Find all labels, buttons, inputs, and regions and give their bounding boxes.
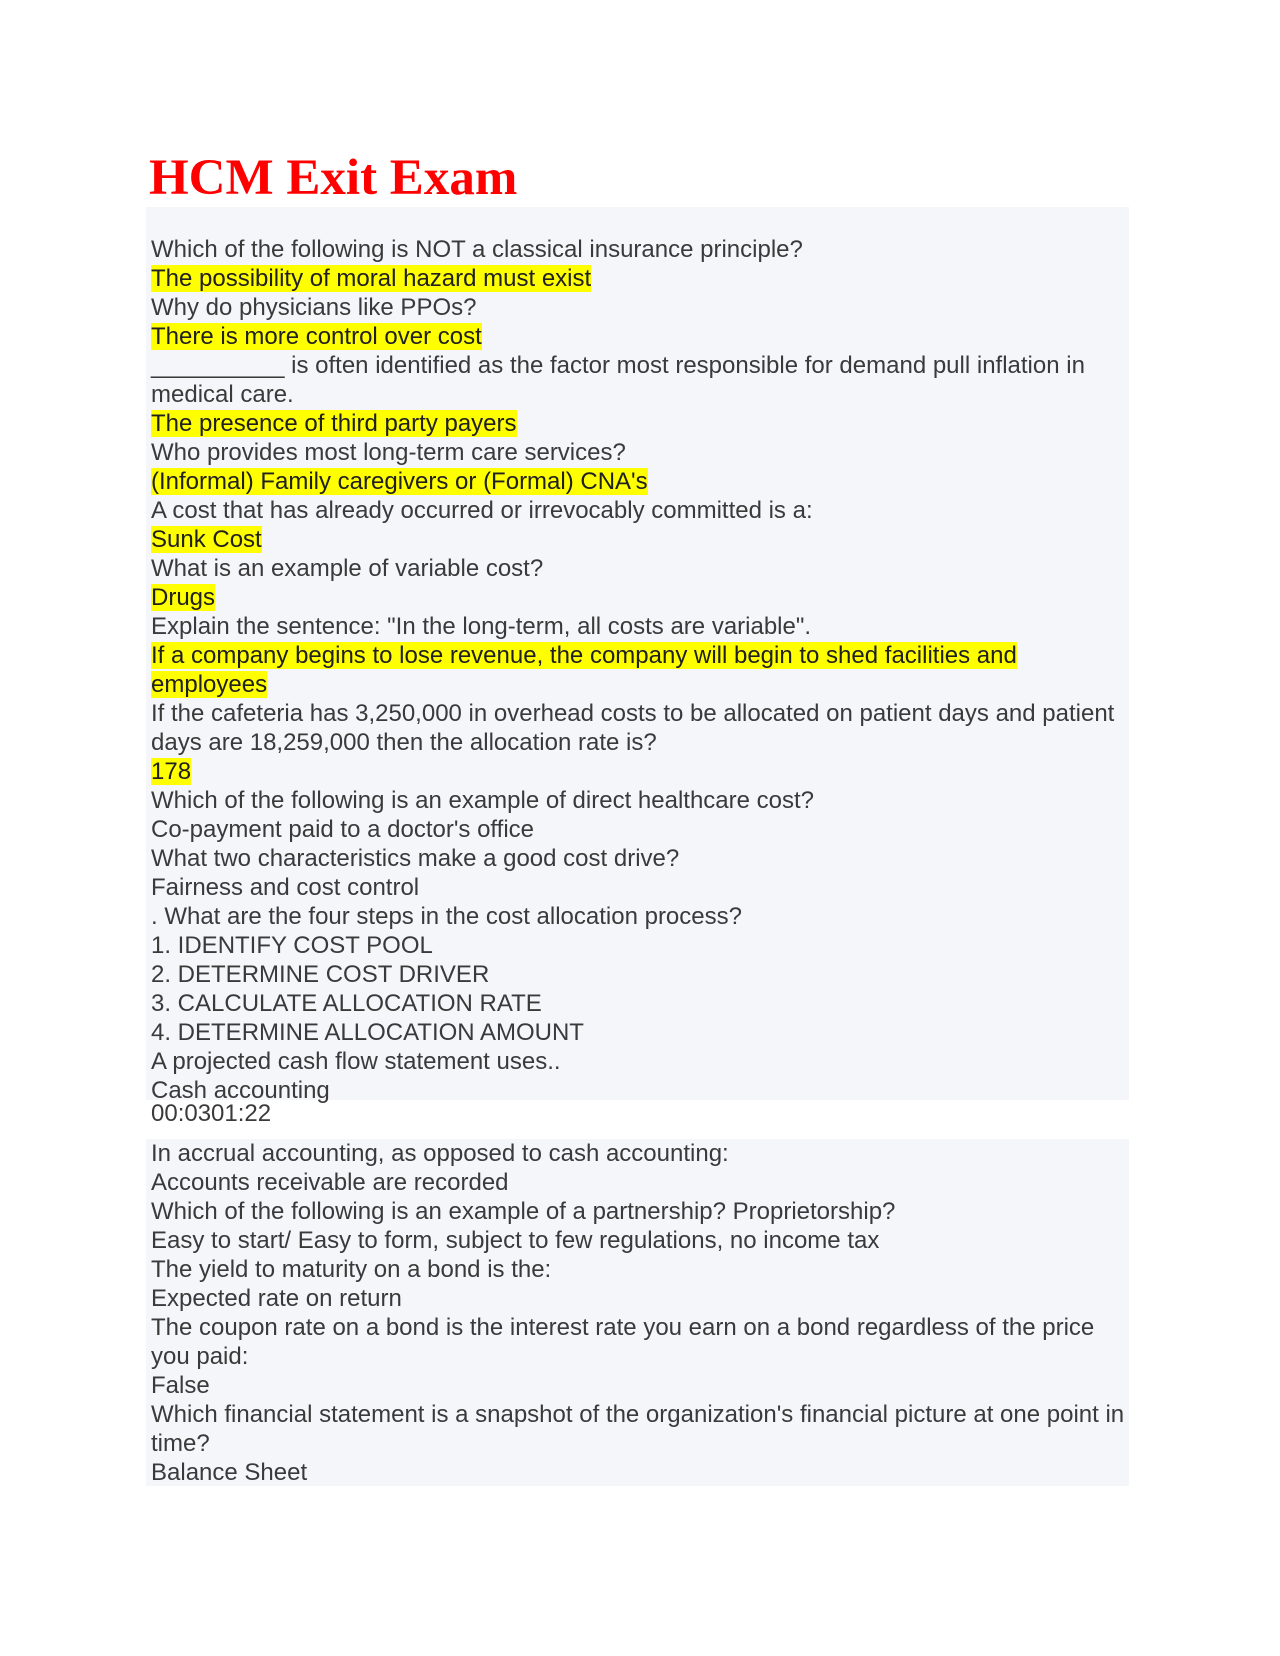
question: __________ is often identified as the factor most responsible for demand pull inflation in medical care. bbox=[151, 352, 1085, 408]
highlighted-answer: 178 bbox=[151, 758, 192, 785]
qa-section-2 bbox=[146, 1139, 1129, 1486]
answer: Fairness and cost control bbox=[151, 874, 420, 901]
answer-step: 4. DETERMINE ALLOCATION AMOUNT bbox=[151, 1019, 584, 1046]
answer: Expected rate on return bbox=[151, 1285, 402, 1312]
question: Which of the following is NOT a classical insurance principle? bbox=[151, 236, 803, 263]
answer-step: 3. CALCULATE ALLOCATION RATE bbox=[151, 990, 542, 1017]
question: Who provides most long-term care services? bbox=[151, 439, 626, 466]
highlighted-answer: There is more control over cost bbox=[151, 323, 482, 350]
answer-step: 2. DETERMINE COST DRIVER bbox=[151, 961, 490, 988]
question: If the cafeteria has 3,250,000 in overhead costs to be allocated on patient days and patient days are 18,259,000 then the allocation rate is? bbox=[151, 700, 1115, 756]
highlighted-answer: Sunk Cost bbox=[151, 526, 262, 553]
answer: Co-payment paid to a doctor's office bbox=[151, 816, 535, 843]
highlighted-answer: The possibility of moral hazard must exist bbox=[151, 265, 592, 292]
question: What is an example of variable cost? bbox=[151, 555, 544, 582]
timestamp: 00:0301:22 bbox=[151, 1100, 272, 1127]
question: Which of the following is an example of direct healthcare cost? bbox=[151, 787, 815, 814]
answer: Accounts receivable are recorded bbox=[151, 1169, 509, 1196]
question: Why do physicians like PPOs? bbox=[151, 294, 477, 321]
question: A projected cash flow statement uses.. bbox=[151, 1048, 561, 1075]
question: What two characteristics make a good cost drive? bbox=[151, 845, 680, 872]
question: Explain the sentence: "In the long-term, all costs are variable". bbox=[151, 613, 812, 640]
answer: Easy to start/ Easy to form, subject to few regulations, no income tax bbox=[151, 1227, 880, 1254]
answer: False bbox=[151, 1372, 210, 1399]
question: A cost that has already occurred or irrevocably committed is a: bbox=[151, 497, 813, 524]
question: In accrual accounting, as opposed to cash accounting: bbox=[151, 1140, 729, 1167]
question: The yield to maturity on a bond is the: bbox=[151, 1256, 552, 1283]
highlighted-answer: If a company begins to lose revenue, the company will begin to shed facilities and employees bbox=[151, 642, 1017, 698]
answer: Balance Sheet bbox=[151, 1459, 308, 1486]
question: Which of the following is an example of a partnership? Proprietorship? bbox=[151, 1198, 896, 1225]
answer: Cash accounting bbox=[151, 1077, 330, 1104]
highlighted-answer: Drugs bbox=[151, 584, 216, 611]
question: . What are the four steps in the cost allocation process? bbox=[151, 903, 742, 930]
highlighted-answer: (Informal) Family caregivers or (Formal) CNA's bbox=[151, 468, 648, 495]
answer-step: 1. IDENTIFY COST POOL bbox=[151, 932, 433, 959]
qa-section-1 bbox=[146, 207, 1129, 1104]
document-title: HCM Exit Exam bbox=[149, 150, 518, 206]
highlighted-answer: The presence of third party payers bbox=[151, 410, 517, 437]
question: The coupon rate on a bond is the interest rate you earn on a bond regardless of the price you paid: bbox=[151, 1314, 1095, 1370]
question: Which financial statement is a snapshot of the organization's financial picture at one point in time? bbox=[151, 1401, 1125, 1457]
